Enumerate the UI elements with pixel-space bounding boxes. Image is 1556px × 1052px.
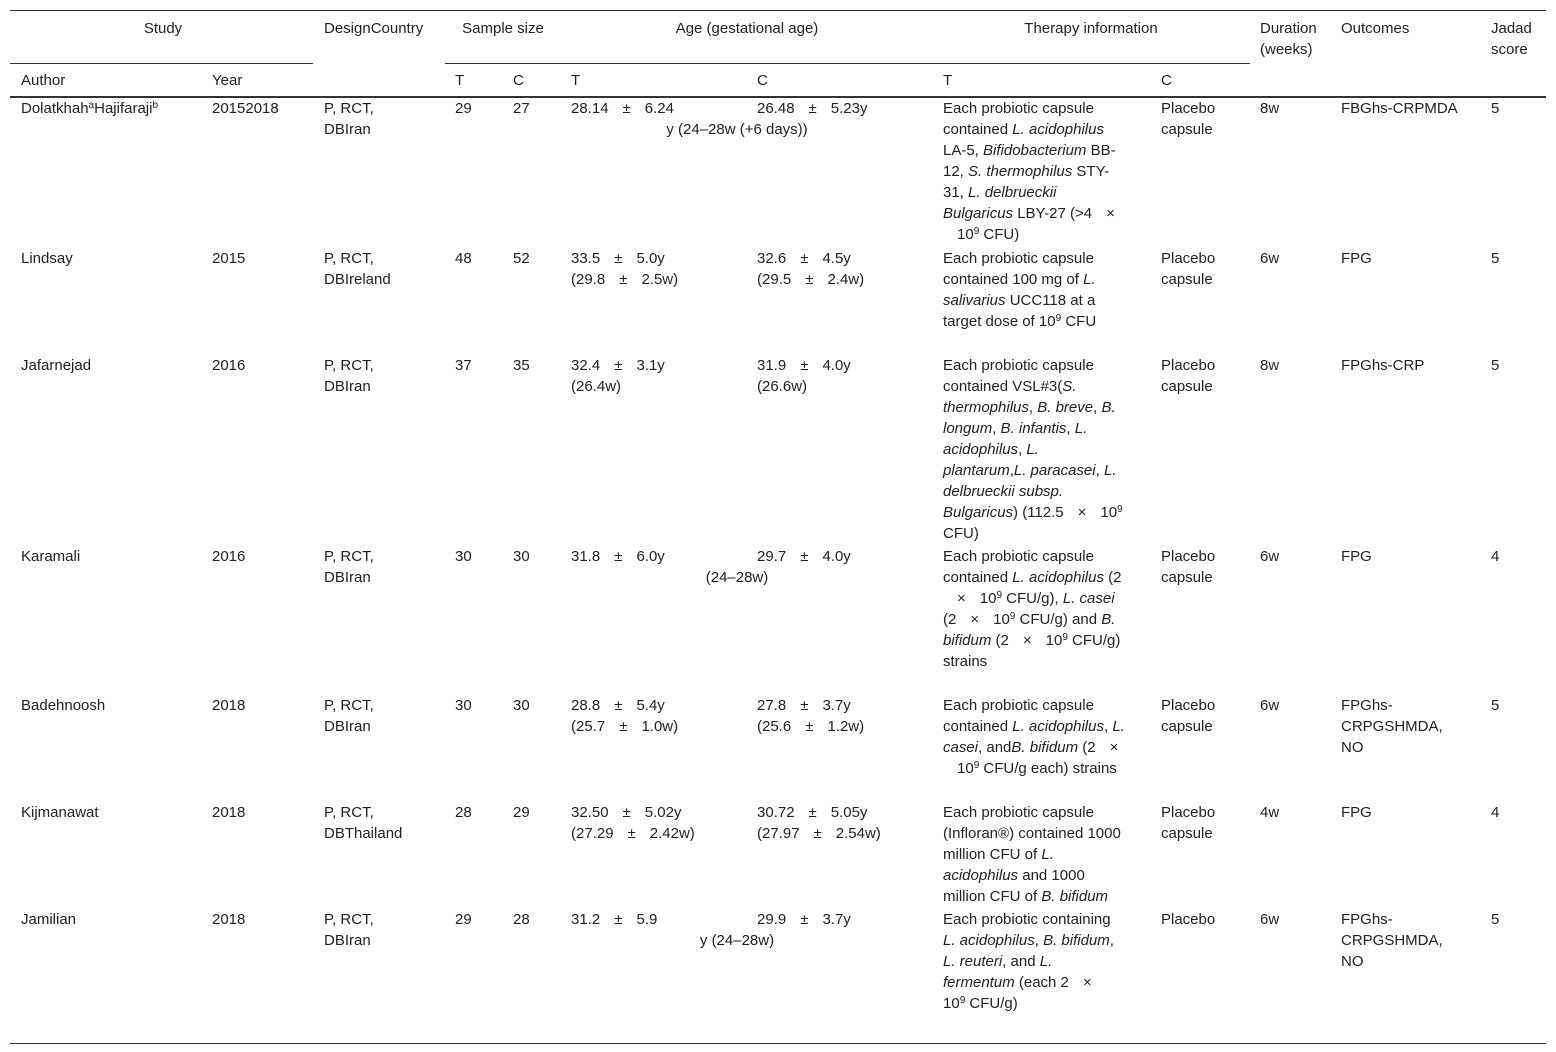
row-age-treatment: 32.50 ± 5.02y [571,804,682,821]
row-year: 2018 [212,697,246,714]
row-therapy-treatment: Each probiotic capsule contained L. acidophilus LA-5, Bifidobacterium BB-12, S. thermophilus STY-31, L. delbrueckii Bulgaricus LBY-27 ($>4 \times 10^9$ CFU) [943,100,1116,243]
row-design-country: P, RCT, DBIran [324,100,374,138]
row-jadad-score: 5 [1491,100,1500,117]
header-age-treatment: T [571,72,581,89]
header-jadad: Jadad score [1491,20,1532,58]
header-therapy-control: C [1161,72,1172,89]
row-author: Lindsay [21,250,73,267]
row-duration: 8w [1260,100,1280,117]
row-year: 2016 [212,548,246,565]
row-therapy-control: Placebo capsule [1161,697,1216,735]
row-gestational-age-treatment: (27.29 ± 2.42w) [571,825,695,842]
row-therapy-control: Placebo capsule [1161,804,1216,842]
row-design-country: P, RCT, DBIran [324,357,374,395]
row-jadad-score: 4 [1491,548,1500,565]
row-design-country: P, RCT, DBThailand [324,804,403,842]
header-underline-sample-size [445,63,1250,64]
row-outcomes: FPG [1341,804,1372,821]
row-therapy-treatment: Each probiotic capsule contained L. acidophilus ($2\times 10^9$ CFU/g), L. casei ($2 \times 10^9$ CFU/g) and B. bifidum ($2 \times 10^9$ CFU/g) strains [943,548,1122,670]
row-gestational-age-control: (27.97 ± 2.54w) [757,825,881,842]
row-outcomes: FPGhs-CRPGSHMDA, NO [1341,697,1443,756]
study-characteristics-table [10,10,1546,1044]
row-age-treatment: 33.5 ± 5.0y [571,250,665,267]
row-duration: 4w [1260,804,1280,821]
row-age-control: 29.7 ± 4.0y [757,548,851,565]
row-n-control: 30 [513,697,530,714]
row-year: 2018 [212,804,246,821]
row-age-treatment: 31.2 ± 5.9 [571,911,658,928]
row-jadad-score: 5 [1491,250,1500,267]
row-gestational-age-treatment: (25.7 ± 1.0w) [571,718,679,735]
row-therapy-treatment: Each probiotic containing L. acidophilus, B. bifidum, L. reuteri, and L. fermentum (each $2 \times 10^9$ CFU/g) [943,911,1114,1012]
row-author: Dolatkhah$^a$Hajifaraji$^b$ [21,100,159,117]
header-underline-study [10,63,313,64]
row-n-treatment: 28 [455,804,472,821]
header-age-control: C [757,72,768,89]
row-therapy-control: Placebo capsule [1161,250,1216,288]
row-age-control: 30.72 ± 5.05y [757,804,868,821]
row-n-control: 28 [513,911,530,928]
row-outcomes: FPGhs-CRPGSHMDA, NO [1341,911,1443,970]
row-gestational-age-treatment: (26.4w) [571,378,622,395]
row-n-treatment: 29 [455,100,472,117]
row-author: Karamali [21,548,81,565]
row-therapy-control: Placebo capsule [1161,100,1216,138]
row-author: Kijmanawat [21,804,99,821]
row-age-control: 31.9 ± 4.0y [757,357,851,374]
row-age-treatment: 28.8 ± 5.4y [571,697,665,714]
header-age: Age (gestational age) [675,20,819,37]
row-n-treatment: 48 [455,250,472,267]
row-therapy-control: Placebo capsule [1161,357,1216,395]
row-duration: 6w [1260,548,1280,565]
row-gestational-age-control: (29.5 ± 2.4w) [757,271,865,288]
header-outcomes: Outcomes [1341,20,1410,37]
row-n-treatment: 30 [455,548,472,565]
row-author: Jafarnejad [21,357,92,374]
row-age-control: 29.9 ± 3.7y [757,911,851,928]
row-design-country: P, RCT, DBIreland [324,250,391,288]
header-year: Year [212,72,243,89]
row-age-treatment: 28.14 ± 6.24 [571,100,674,117]
header-therapy: Therapy information [1024,20,1158,37]
row-jadad-score: 5 [1491,697,1500,714]
row-gestational-age: (24–28w) [705,569,769,586]
header-sample-size: Sample size [462,20,544,37]
row-therapy-control: Placebo capsule [1161,548,1216,586]
row-author: Jamilian [21,911,77,928]
row-outcomes: FPG [1341,548,1372,565]
row-gestational-age-treatment: (29.8 ± 2.5w) [571,271,679,288]
row-age-control: 27.8 ± 3.7y [757,697,851,714]
row-n-control: 30 [513,548,530,565]
header-n-control: C [513,72,524,89]
row-n-treatment: 30 [455,697,472,714]
row-year: 2016 [212,357,246,374]
row-outcomes: FPGhs-CRP [1341,357,1425,374]
row-year: 2018 [212,911,246,928]
row-n-control: 27 [513,100,530,117]
row-age-treatment: 32.4 ± 3.1y [571,357,665,374]
row-jadad-score: 5 [1491,911,1500,928]
row-n-control: 52 [513,250,530,267]
row-gestational-age-control: (26.6w) [757,378,808,395]
row-duration: 6w [1260,250,1280,267]
row-jadad-score: 5 [1491,357,1500,374]
row-therapy-treatment: Each probiotic capsule (Infloran®) contained 1000 million CFU of L. acidophilus and 1000 million CFU of B. bifidum [943,804,1121,905]
header-design-country: DesignCountry [324,20,424,37]
row-author: Badehnoosh [21,697,106,714]
row-design-country: P, RCT, DBIran [324,548,374,586]
header-duration: Duration (weeks) [1260,20,1317,58]
row-gestational-age: y (24–28w (+6 days)) [666,121,808,138]
row-age-control: 26.48 ± 5.23y [757,100,868,117]
row-n-control: 29 [513,804,530,821]
row-therapy-treatment: Each probiotic capsule contained L. acidophilus, L. casei, andB. bifidum ($2 \times 10^9$ CFU/g each) strains [943,697,1125,777]
row-outcomes: FBGhs-CRPMDA [1341,100,1458,117]
header-therapy-treatment: T [943,72,953,89]
row-design-country: P, RCT, DBIran [324,697,374,735]
row-design-country: P, RCT, DBIran [324,911,374,949]
header-n-treatment: T [455,72,465,89]
row-gestational-age-control: (25.6 ± 1.2w) [757,718,865,735]
row-jadad-score: 4 [1491,804,1500,821]
row-duration: 6w [1260,911,1280,928]
row-therapy-control: Placebo [1161,911,1216,928]
row-age-treatment: 31.8 ± 6.0y [571,548,665,565]
row-therapy-treatment: Each probiotic capsule contained 100 mg of L. salivarius UCC118 at a target dose of $10^9$ CFU [943,250,1097,330]
row-year: 2015 [212,250,246,267]
row-year: 20152018 [212,100,279,117]
header-study: Study [143,20,183,37]
row-therapy-treatment: Each probiotic capsule contained VSL#3(S. thermophilus, B. breve, B. longum, B. infantis, L. acidophilus, L. plantarum,L. paracasei, L. delbrueckii subsp. Bulgaricus) ($112.5 \times 10^9$ CFU) [943,357,1123,542]
row-outcomes: FPG [1341,250,1372,267]
row-n-treatment: 29 [455,911,472,928]
row-duration: 8w [1260,357,1280,374]
row-n-control: 35 [513,357,530,374]
row-gestational-age: y (24–28w) [699,932,775,949]
row-age-control: 32.6 ± 4.5y [757,250,851,267]
row-n-treatment: 37 [455,357,472,374]
row-duration: 6w [1260,697,1280,714]
header-author: Author [21,72,66,89]
